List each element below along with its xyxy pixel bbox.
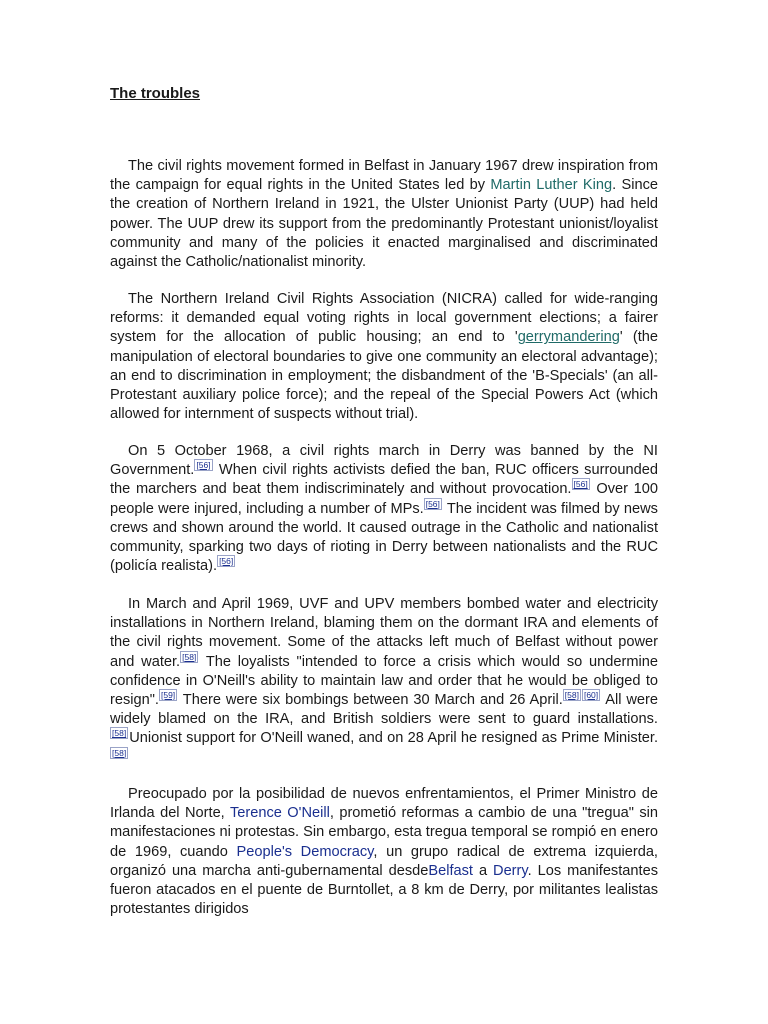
citation-link[interactable]: [56] bbox=[425, 498, 440, 509]
link-gerrymandering[interactable]: gerrymandering bbox=[517, 329, 620, 346]
link-peoples-democracy[interactable]: People's Democracy bbox=[236, 843, 374, 860]
citation-link[interactable]: [56] bbox=[196, 460, 211, 471]
text: The loyalists "intended to force a crisis which would so undermine confidence in O'Neill's ability to maintain law and order that he would be obliged to resign". bbox=[110, 653, 659, 709]
citation-link[interactable]: [58] bbox=[564, 690, 579, 701]
text: The Northern Ireland Civil Rights Association (NICRA) called for wide-ranging reforms: it demanded equal voting rights in local government elections; a fairer system for the allocation of public housing; an end to ' bbox=[110, 291, 658, 346]
citation-link[interactable]: [60] bbox=[583, 690, 599, 701]
paragraph-bombings bbox=[110, 595, 658, 768]
citation-link[interactable]: [56] bbox=[219, 556, 234, 567]
link-terence-oneill[interactable]: Terence O'Neill bbox=[229, 805, 330, 822]
text: ' (the manipulation of electoral boundaries to give one community an electoral advantage); an end to discrimination in employment; the disbandment of the 'B-Specials' (an all-Protestant auxiliary police force); and the repeal of the Special Powers Act (which allowed for internment of suspects without trial). bbox=[110, 329, 658, 423]
citation-link[interactable]: [58] bbox=[112, 728, 127, 739]
citation-link[interactable]: [58] bbox=[112, 747, 127, 758]
paragraph-derry-march bbox=[110, 442, 658, 576]
text: Preocupado por la posibilidad de nuevos enfrentamientos, el Primer Ministro de Irlanda del Norte, bbox=[110, 786, 658, 822]
text: In March and April 1969, UVF and UPV members bombed water and electricity installations in Northern Ireland, blaming them on the dormant IRA and elements of the civil rights movement. Some of the attacks left much of Belfast without power and water. bbox=[110, 596, 658, 670]
paragraph-nicra bbox=[110, 290, 658, 424]
paragraph-civil-rights bbox=[110, 157, 658, 272]
text: All were widely blamed on the IRA, and British soldiers were sent to guard installations. bbox=[110, 692, 659, 728]
text: . Los manifestantes fueron atacados en el puente de Burntollet, a 8 km de Derry, por militantes lealistas protestantes dirigidos bbox=[110, 862, 658, 918]
text: a bbox=[472, 862, 494, 879]
link-belfast[interactable]: Belfast bbox=[428, 862, 473, 879]
text: , un grupo radical de extrema izquierda, organizó una marcha anti-gubernamental desde bbox=[110, 843, 658, 879]
text: There were six bombings between 30 March and 26 April. bbox=[178, 692, 563, 709]
text: Over 100 people were injured, including a number of MPs. bbox=[110, 481, 658, 517]
text: On 5 October 1968, a civil rights march in Derry was banned by the NI Government. bbox=[110, 443, 658, 479]
text: The incident was filmed by news crews and shown around the world. It caused outrage in the Catholic and nationalist community, sparking two days of rioting in Derry between nationalists and the RUC (policía realista). bbox=[110, 500, 658, 575]
section-heading: The troubles bbox=[110, 85, 201, 102]
citation-link[interactable]: [59] bbox=[160, 690, 176, 701]
text: Unionist support for O'Neill waned, and on 28 April he resigned as Prime Minister. bbox=[129, 730, 658, 747]
paragraph-spanish bbox=[110, 785, 658, 919]
text: . Since the creation of Northern Ireland in 1921, the Ulster Unionist Party (UUP) had held power. The UUP drew its support from the predominantly Protestant unionist/loyalist community and many of the policies it enacted marginalised and discriminated against the Catholic/nationalist minority. bbox=[110, 177, 659, 271]
text: When civil rights activists defied the ban, RUC officers surrounded the marchers and beat them indiscriminately and without provocation. bbox=[110, 462, 658, 498]
link-martin-luther-king[interactable]: Martin Luther King bbox=[490, 177, 613, 194]
citation-link[interactable]: [56] bbox=[573, 479, 588, 490]
text: , prometió reformas a cambio de una "tregua" sin manifestaciones ni protestas. Sin embargo, esta tregua temporal se rompió en enero de 1969, cuando bbox=[110, 805, 658, 860]
text: The civil rights movement formed in Belfast in January 1967 drew inspiration from the campaign for equal rights in the United States led by bbox=[110, 158, 658, 194]
link-derry[interactable]: Derry bbox=[493, 862, 528, 879]
citation-link[interactable]: [58] bbox=[182, 651, 197, 662]
